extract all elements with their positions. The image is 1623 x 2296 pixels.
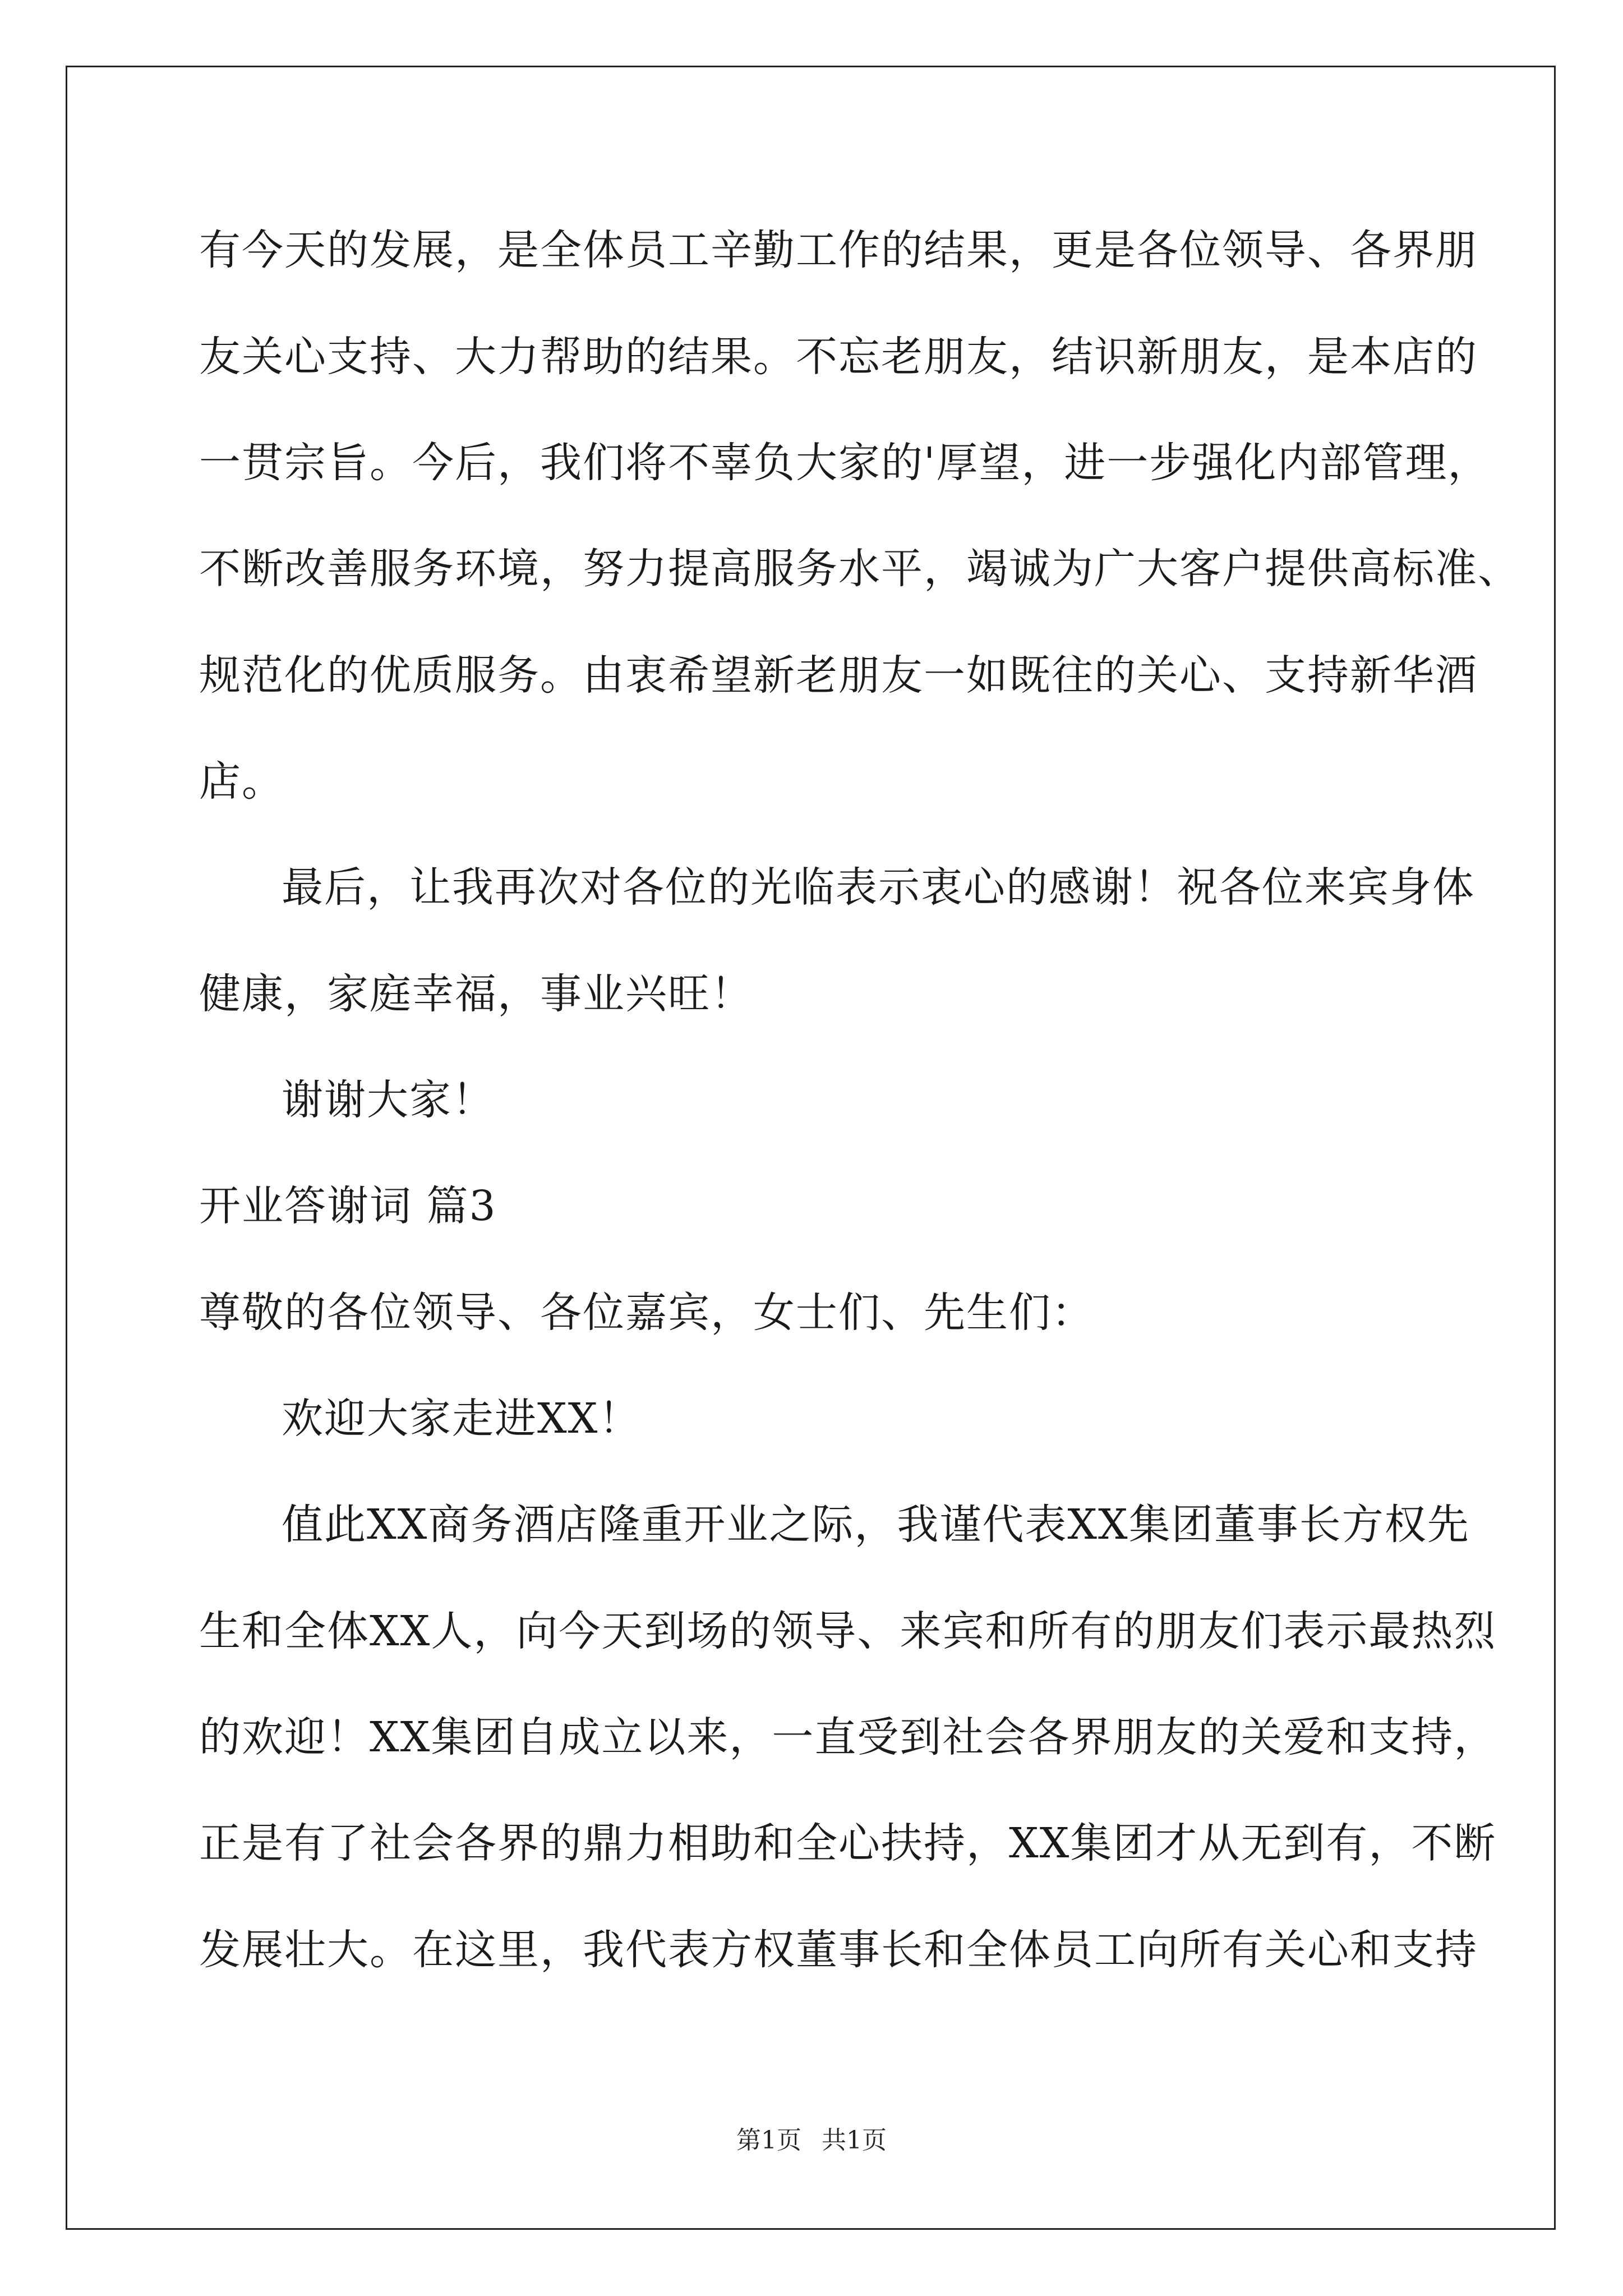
paragraph-line: 规范化的优质服务。由衷希望新老朋友一如既往的关心、支持新华酒: [199, 651, 1478, 700]
paragraph-line: 生和全体XX人，向今天到场的领导、来宾和所有的朋友们表示最热烈: [199, 1607, 1497, 1655]
paragraph-line: 欢迎大家走进XX！: [282, 1395, 642, 1443]
paragraph-line: 友关心支持、大力帮助的结果。不忘老朋友，结识新朋友，是本店的: [199, 333, 1478, 381]
paragraph-line: 正是有了社会各界的鼎力相助和全心扶持，XX集团才从无到有，不断: [199, 1819, 1497, 1867]
paragraph-line: 谢谢大家！: [282, 1076, 495, 1124]
paragraph-line: 发展壮大。在这里，我代表方权董事长和全体员工向所有关心和支持: [199, 1926, 1478, 1974]
paragraph-line: 的欢迎！XX集团自成立以来，一直受到社会各界朋友的关爱和支持，: [199, 1713, 1497, 1761]
page-footer: [0, 2124, 1623, 2157]
paragraph-line: 健康，家庭幸福，事业兴旺！: [199, 970, 753, 1018]
salutation: 尊敬的各位领导、各位嘉宾，女士们、先生们：: [199, 1289, 1094, 1337]
section-heading: 开业答谢词 篇3: [199, 1182, 497, 1230]
paragraph-line: 最后，让我再次对各位的光临表示衷心的感谢！祝各位来宾身体: [282, 863, 1475, 912]
paragraph-line: 店。: [199, 757, 284, 806]
page-total: 共1页: [822, 2126, 887, 2155]
page-number: 第1页: [736, 2126, 801, 2155]
page-border: [66, 66, 1556, 2230]
paragraph-line: 一贯宗旨。今后，我们将不辜负大家的'厚望，进一步强化内部管理，: [199, 439, 1491, 487]
paragraph-line: 不断改善服务环境，努力提高服务水平，竭诚为广大客户提供高标准、: [199, 545, 1520, 593]
paragraph-line: 有今天的发展，是全体员工辛勤工作的结果，更是各位领导、各界朋: [199, 226, 1478, 274]
paragraph-line: 值此XX商务酒店隆重开业之际，我谨代表XX集团董事长方权先: [282, 1501, 1470, 1549]
